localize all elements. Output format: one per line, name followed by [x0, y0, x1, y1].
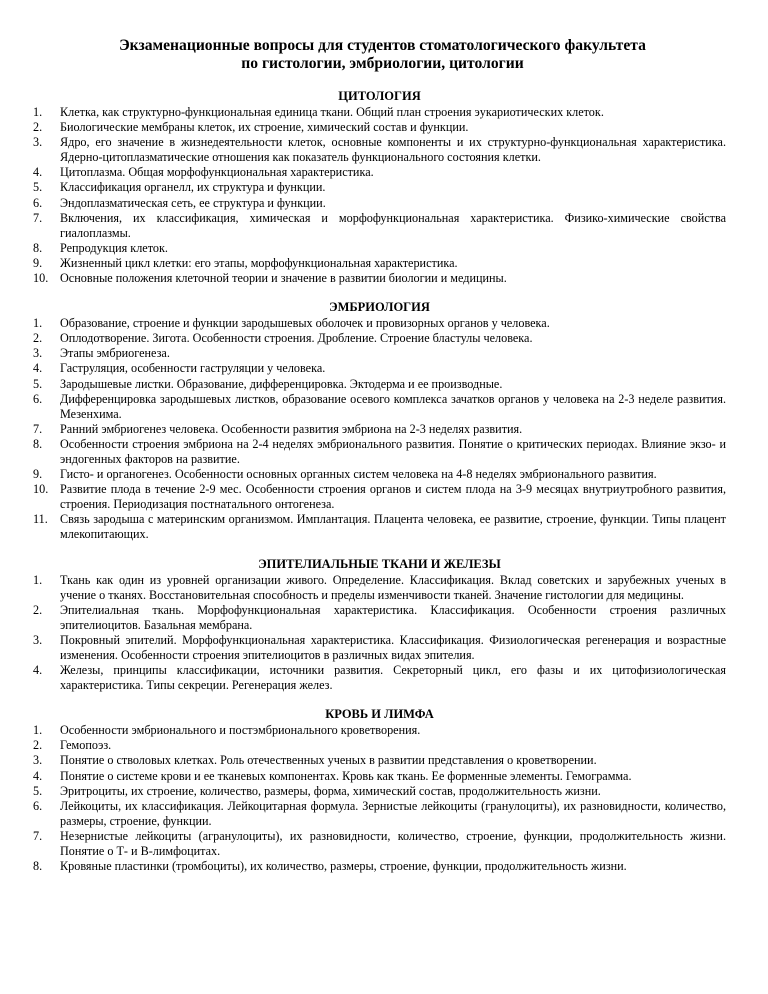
question-number: 4. [33, 361, 43, 376]
question-text: Кровяные пластинки (тромбоциты), их количество, размеры, строение, функции, продолжительность жизни. [60, 859, 627, 874]
question-item [33, 211, 726, 241]
question-number: 8. [33, 859, 43, 874]
section-heading: ЭПИТЕЛИАЛЬНЫЕ ТКАНИ И ЖЕЛЕЗЫ [258, 556, 501, 571]
question-item [33, 346, 726, 361]
question-number: 5. [33, 180, 43, 195]
question-item [33, 392, 726, 422]
question-item [33, 331, 726, 346]
question-number: 2. [33, 331, 43, 346]
question-item [33, 829, 726, 859]
question-text: Понятие о стволовых клетках. Роль отечественных ученых в развитии представления о кроветворении. [60, 753, 597, 768]
question-number: 5. [33, 783, 43, 798]
question-number: 8. [33, 240, 43, 255]
question-list [33, 105, 726, 286]
question-item [33, 120, 726, 135]
question-item [33, 271, 726, 286]
question-number: 6. [33, 195, 43, 210]
question-item [33, 512, 726, 542]
question-text: Ткань как один из уровней организации живого. Определение. Классификация. Вклад советских и зарубежных ученых в учение о тканях. Восстановительная способность и пределы изменчивости тканей. Значение гистологии для медицины. [60, 572, 726, 602]
question-text: Эндоплазматическая сеть, ее структура и функции. [60, 195, 326, 210]
question-item [33, 422, 726, 437]
question-item [33, 241, 726, 256]
question-number: 3. [33, 753, 43, 768]
question-number: 8. [33, 436, 43, 451]
question-number: 10. [33, 482, 49, 497]
question-item [33, 769, 726, 784]
question-text: Эпителиальная ткань. Морфофункциональная характеристика. Классификация. Особенности строения различных эпителиоцитов. Базальная мембрана. [60, 602, 726, 632]
question-text: Ранний эмбриогенез человека. Особенности развития эмбриона на 2-3 неделях развития. [60, 421, 523, 436]
question-number: 7. [33, 421, 43, 436]
question-number: 6. [33, 391, 43, 406]
question-text: Покровный эпителий. Морфофункциональная характеристика. Классификация. Физиологическая регенерация и возрастные изменения. Особенности строения эпителиоцитов в различных видах эпителия. [60, 632, 726, 662]
question-text: Особенности эмбрионального и постэмбрионального кроветворения. [60, 723, 421, 738]
section [33, 300, 726, 542]
question-text: Дифференцировка зародышевых листков, образование осевого комплекса зачатков органов у человека на 2-3 неделе развития. Мезенхима. [60, 391, 726, 421]
question-item [33, 180, 726, 195]
question-item [33, 361, 726, 376]
question-text: Гемопоэз. [60, 738, 112, 753]
question-number: 6. [33, 798, 43, 813]
section [33, 89, 726, 286]
question-item [33, 377, 726, 392]
question-item [33, 573, 726, 603]
question-list [33, 723, 726, 874]
question-item [33, 196, 726, 211]
question-text: Жизненный цикл клетки: его этапы, морфофункциональная характеристика. [60, 255, 458, 270]
question-item [33, 784, 726, 799]
question-number: 11. [33, 512, 48, 527]
document-title-line-1: Экзаменационные вопросы для студентов стоматологического факультета [119, 37, 646, 54]
question-text: Ядро, его значение в жизнедеятельности клеток, основные компоненты и их структурно-функциональная характеристика. Ядерно-цитоплазматические отношения как показатель функционального состояния клетки. [60, 135, 726, 165]
question-text: Незернистые лейкоциты (агранулоциты), их разновидности, количество, строение, функции, продолжительность жизни. Понятие о Т- и В-лимфоцитах. [60, 828, 726, 859]
question-item [33, 753, 726, 768]
question-number: 7. [33, 828, 43, 843]
question-item [33, 603, 726, 633]
question-item [33, 633, 726, 663]
question-number: 2. [33, 602, 43, 617]
section-heading: ЭМБРИОЛОГИЯ [329, 300, 430, 315]
question-item [33, 256, 726, 271]
question-number: 2. [33, 120, 43, 135]
question-number: 4. [33, 165, 43, 180]
section-heading: ЦИТОЛОГИЯ [338, 89, 421, 103]
question-item [33, 316, 726, 331]
question-item [33, 723, 726, 738]
question-text: Особенности строения эмбриона на 2-4 неделях эмбрионального развития. Понятие о критических периодах. Влияние экзо- и эндогенных факторов на развитие. [60, 436, 726, 466]
question-text: Гисто- и органогенез. Особенности основных органных систем человека на 4-8 неделях эмбрионального развития. [60, 467, 657, 482]
question-item [33, 859, 726, 874]
question-text: Клетка, как структурно-функциональная единица ткани. Общий план строения эукариотических клеток. [60, 105, 604, 119]
question-text: Классификация органелл, их структура и функции. [60, 180, 326, 195]
question-text: Биологические мембраны клеток, их строение, химический состав и функции. [60, 120, 469, 135]
question-text: Лейкоциты, их классификация. Лейкоцитарная формула. Зернистые лейкоциты (гранулоциты), их разновидности, количество, размеры, строение, функции. [60, 798, 726, 828]
question-text: Оплодотворение. Зигота. Особенности строения. Дробление. Строение бластулы человека. [60, 331, 533, 346]
question-text: Включения, их классификация, химическая и морфофункциональная характеристика. Физико-химические свойства гиалоплазмы. [60, 210, 726, 240]
question-text: Железы, принципы классификации, источники развития. Секреторный цикл, его фазы и их цитофизиологическая характеристика. Типы секреции. Регенерация желез. [60, 663, 726, 693]
question-number: 4. [33, 768, 43, 783]
question-item [33, 105, 726, 120]
section [33, 707, 726, 874]
question-item [33, 437, 726, 467]
question-text: Эритроциты, их строение, количество, размеры, форма, химический состав, продолжительность жизни. [60, 783, 601, 798]
question-number: 2. [33, 738, 43, 753]
question-number: 1. [33, 105, 43, 119]
question-list [33, 573, 726, 694]
question-text: Гаструляция, особенности гаструляции у человека. [60, 361, 326, 376]
question-text: Основные положения клеточной теории и значение в развитии биологии и медицины. [60, 271, 507, 286]
question-number: 3. [33, 346, 43, 361]
question-text: Понятие о системе крови и ее тканевых компонентах. Кровь как ткань. Ее форменные элементы. Гемограмма. [60, 768, 632, 783]
section-heading: КРОВЬ И ЛИМФА [325, 707, 434, 722]
question-text: Зародышевые листки. Образование, дифференцировка. Эктодерма и ее производные. [60, 376, 503, 391]
document-title-line-2: по гистологии, эмбриологии, цитологии [241, 55, 524, 72]
question-text: Цитоплазма. Общая морфофункциональная характеристика. [60, 165, 374, 180]
question-text: Репродукция клеток. [60, 240, 168, 255]
question-number: 9. [33, 255, 43, 270]
question-number: 4. [33, 663, 43, 678]
question-item [33, 135, 726, 165]
question-number: 5. [33, 376, 43, 391]
question-number: 9. [33, 467, 43, 482]
sections-container [33, 89, 726, 874]
question-item [33, 467, 726, 482]
section [33, 557, 726, 694]
question-number: 3. [33, 135, 43, 150]
question-number: 7. [33, 210, 43, 225]
question-item [33, 799, 726, 829]
question-number: 10. [33, 271, 49, 286]
question-item [33, 738, 726, 753]
question-list [33, 316, 726, 542]
question-text: Связь зародыша с материнским организмом. Имплантация. Плацента человека, ее развитие, строение, функции. Типы плацент млекопитающих. [60, 512, 726, 542]
question-number: 3. [33, 632, 43, 647]
question-item [33, 663, 726, 693]
question-text: Этапы эмбриогенеза. [60, 346, 170, 361]
question-text: Образование, строение и функции зародышевых оболочек и провизорных органов у человека. [60, 316, 550, 331]
question-number: 1. [33, 723, 43, 738]
question-text: Развитие плода в течение 2-9 мес. Особенности строения органов и систем плода на 3-9 месяцах внутриутробного развития, строения. Периодизация постнатального онтогенеза. [60, 482, 726, 512]
question-item [33, 482, 726, 512]
question-number: 1. [33, 316, 43, 331]
question-number: 1. [33, 572, 43, 587]
question-item [33, 165, 726, 180]
